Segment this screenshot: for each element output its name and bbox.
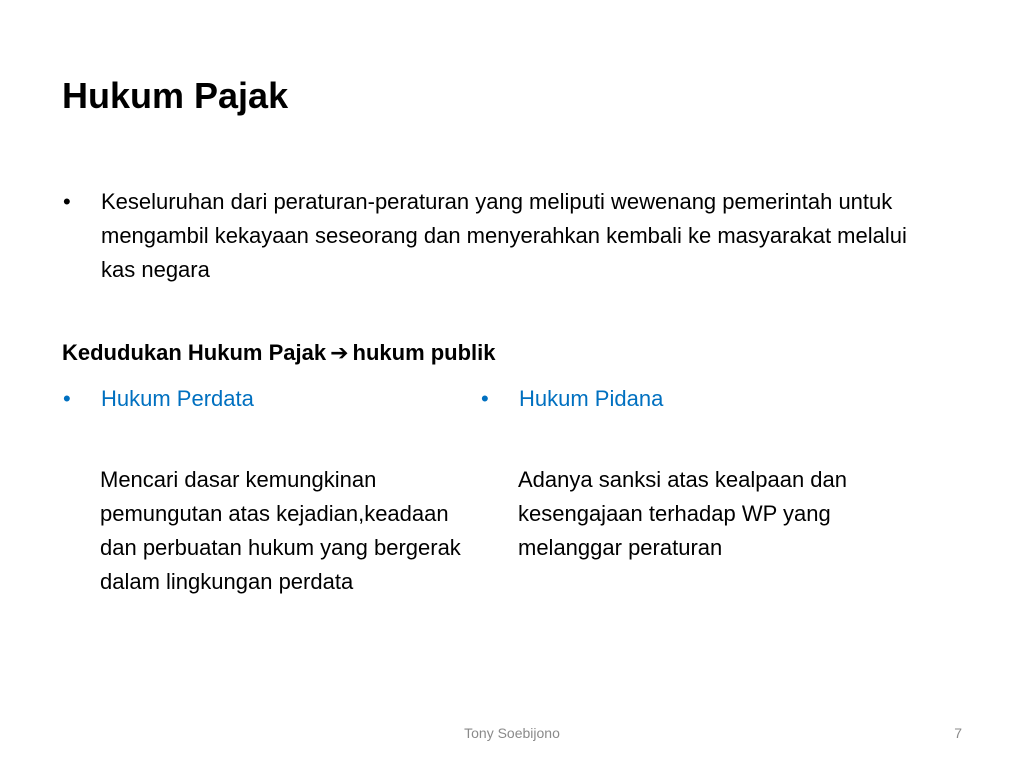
- column-description-perdata: Mencari dasar kemungkinan pemungutan atas kejadian,keadaan dan perbuatan hukum yang bergerak dalam lingkungan perdata: [100, 467, 461, 594]
- subheading-prefix: Kedudukan Hukum Pajak: [62, 340, 327, 365]
- subheading: [62, 336, 496, 370]
- bullet-marker: •: [63, 386, 71, 411]
- column-heading-perdata: [62, 382, 254, 416]
- bullet-marker: •: [481, 386, 489, 411]
- right-arrow-icon: ➔: [330, 340, 349, 365]
- main-bullet: [62, 185, 922, 287]
- column-description-pidana: Adanya sanksi atas kealpaan dan kesengajaan terhadap WP yang melanggar peraturan: [518, 467, 848, 560]
- bullet-marker: •: [63, 189, 71, 214]
- column-heading-label: Hukum Pidana: [519, 386, 664, 411]
- column-heading-label: Hukum Perdata: [101, 386, 254, 411]
- slide-title: Hukum Pajak: [62, 75, 289, 116]
- footer-page-number: 7: [954, 725, 962, 741]
- footer-author: Tony Soebijono: [464, 725, 560, 741]
- column-heading-pidana: [480, 382, 663, 416]
- subheading-suffix: hukum publik: [352, 340, 496, 365]
- main-bullet-text: Keseluruhan dari peraturan-peraturan yang meliputi wewenang pemerintah untuk mengambil kekayaan seseorang dan menyerahkan kembali ke masyarakat melalui kas negara: [101, 189, 907, 282]
